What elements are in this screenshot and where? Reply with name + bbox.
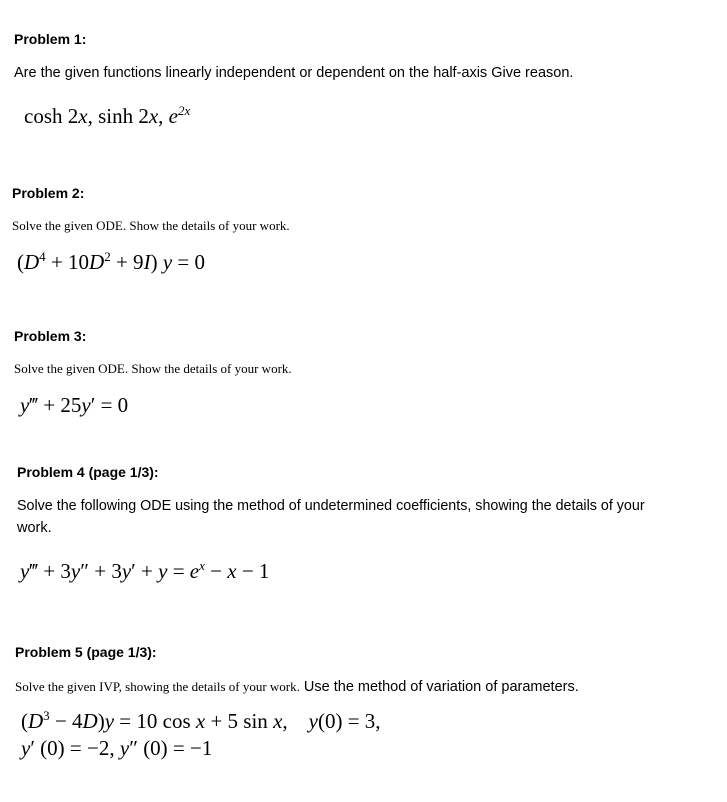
problem-3-title: Problem 3:	[14, 328, 87, 344]
problem-4-title: Problem 4 (page 1/3):	[17, 464, 159, 480]
problem-3-math: y‴ + 25y′ = 0	[20, 393, 129, 417]
problem-1-instruction: Are the given functions linearly independent or dependent on the half-axis Give reason.	[14, 65, 574, 81]
problem-4-math: y‴ + $3y'' + 3y' + y = e^x - x - 1$	[20, 558, 270, 583]
problem-5-math-line2: y′ (0) = −2, y″ (0) = −1	[21, 736, 213, 760]
problem-5-instruction	[15, 678, 579, 696]
problem-2-math: $(D^4 + 10D^2 + 9I) y = 0$	[17, 249, 205, 274]
problem-1-title: Problem 1:	[14, 31, 87, 47]
problem-2-instruction: Solve the given ODE. Show the details of your work.	[12, 218, 290, 233]
problem-1-math: cosh 2x, sinh 2x, $e^{2x}$	[24, 103, 191, 128]
problem-5-title: Problem 5 (page 1/3):	[15, 644, 157, 660]
problem-5-instruction-sans: Use the method of variation of parameters.	[299, 679, 579, 695]
problem-3-instruction: Solve the given ODE. Show the details of your work.	[14, 361, 292, 376]
problem-4-instruction-line1: Solve the following ODE using the method of undetermined coefficients, showing the details of your	[17, 498, 645, 514]
problem-5-instruction-serif: Solve the given IVP, showing the details of your work.	[15, 679, 300, 694]
problem-5-math-line1: $(D^3 - 4D)y = 10$ cos x + 5 sin x, y(0) = 3,	[21, 708, 381, 733]
problem-4-instruction-line2: work.	[17, 520, 52, 536]
problem-2-title: Problem 2:	[12, 185, 85, 201]
